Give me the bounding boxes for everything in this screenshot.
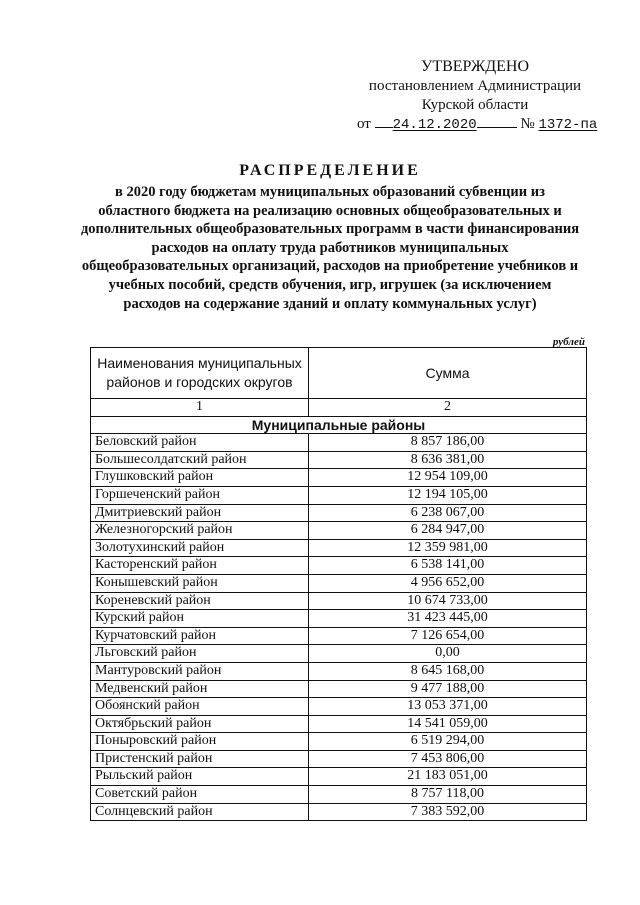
district-name: Кореневский район [91,592,309,610]
table-row [91,539,587,557]
header-sum: Сумма [309,348,587,399]
distribution-table [90,347,587,821]
district-name: Поныровский район [91,733,309,751]
decree-date-line [355,115,598,135]
district-name: Пристенский район [91,750,309,768]
district-sum: 12 359 981,00 [309,539,587,557]
section-row [91,416,587,434]
district-sum: 6 238 067,00 [309,504,587,522]
table-row [91,434,587,452]
district-sum: 8 636 381,00 [309,451,587,469]
table-row [91,504,587,522]
approval-line-2: Курской области [421,97,529,113]
district-name: Глушковский район [91,469,309,487]
document-subtitle: в 2020 году бюджетам муниципальных образований субвенции из областного бюджета на реализацию основных общеобразовательных и дополнительных общеобразовательных программ в части финансирования расходов на оплату труда работников муниципальных общеобразовательных организаций, расходов на приобретение учебников и учебных пособий, средств обучения, игр, игрушек (за исключением расходов на содержание зданий и оплату коммунальных услуг) [80,184,580,312]
district-name: Касторенский район [91,557,309,575]
district-name: Солнцевский район [91,803,309,821]
district-name: Курский район [91,610,309,628]
header-row [91,348,587,399]
district-sum: 6 519 294,00 [309,733,587,751]
table-row [91,469,587,487]
column-number-2: 2 [309,399,587,417]
district-sum: 6 538 141,00 [309,557,587,575]
district-sum: 12 954 109,00 [309,469,587,487]
district-sum: 8 857 186,00 [309,434,587,452]
underline-gap [375,115,393,128]
document-title: РАСПРЕДЕЛЕНИЕ [239,162,421,179]
district-sum: 7 126 654,00 [309,627,587,645]
from-label: от [357,116,371,132]
district-name: Октябрьский район [91,715,309,733]
table-row [91,733,587,751]
decree-number: 1372-па [538,117,598,133]
approval-heading: УТВЕРЖДЕНО [420,58,529,75]
approval-block [355,57,598,135]
table-row [91,786,587,804]
column-number-1: 1 [91,399,309,417]
district-sum: 31 423 445,00 [309,610,587,628]
district-sum: 4 956 652,00 [309,574,587,592]
district-sum: 8 757 118,00 [309,786,587,804]
decree-date: 24.12.2020 [392,117,477,133]
district-name: Дмитриевский район [91,504,309,522]
table-row [91,557,587,575]
table-row [91,522,587,540]
table-row [91,662,587,680]
district-name: Льговский район [91,645,309,663]
units-label: рублей [552,336,585,348]
table-row [91,486,587,504]
approval-line-1: постановлением Администрации [368,78,582,94]
section-title: Муниципальные районы [91,416,587,434]
district-sum: 10 674 733,00 [309,592,587,610]
table-row [91,768,587,786]
table-row [91,627,587,645]
district-name: Советский район [91,786,309,804]
district-sum: 7 383 592,00 [309,803,587,821]
district-name: Рыльский район [91,768,309,786]
number-label: № [520,116,535,132]
table-row [91,451,587,469]
table-row [91,750,587,768]
column-number-row [91,399,587,417]
district-name: Железногорский район [91,522,309,540]
district-sum: 9 477 188,00 [309,680,587,698]
table-row [91,803,587,821]
district-sum: 6 284 947,00 [309,522,587,540]
district-sum: 13 053 371,00 [309,698,587,716]
district-name: Курчатовский район [91,627,309,645]
district-sum: 21 183 051,00 [309,768,587,786]
table-row [91,715,587,733]
underline-gap [477,115,517,128]
table-row [91,574,587,592]
district-sum: 12 194 105,00 [309,486,587,504]
district-sum: 7 453 806,00 [309,750,587,768]
header-name: Наименования муниципальных районов и городских округов [91,348,309,399]
district-name: Беловский район [91,434,309,452]
district-sum: 0,00 [309,645,587,663]
district-name: Медвенский район [91,680,309,698]
table-row [91,680,587,698]
district-name: Горшеченский район [91,486,309,504]
district-name: Мантуровский район [91,662,309,680]
table-row [91,592,587,610]
district-name: Большесолдатский район [91,451,309,469]
district-sum: 14 541 059,00 [309,715,587,733]
table-row [91,645,587,663]
document-title-block [80,162,580,313]
district-name: Обоянский район [91,698,309,716]
district-name: Золотухинский район [91,539,309,557]
district-sum: 8 645 168,00 [309,662,587,680]
district-name: Конышевский район [91,574,309,592]
table-row [91,610,587,628]
table-row [91,698,587,716]
